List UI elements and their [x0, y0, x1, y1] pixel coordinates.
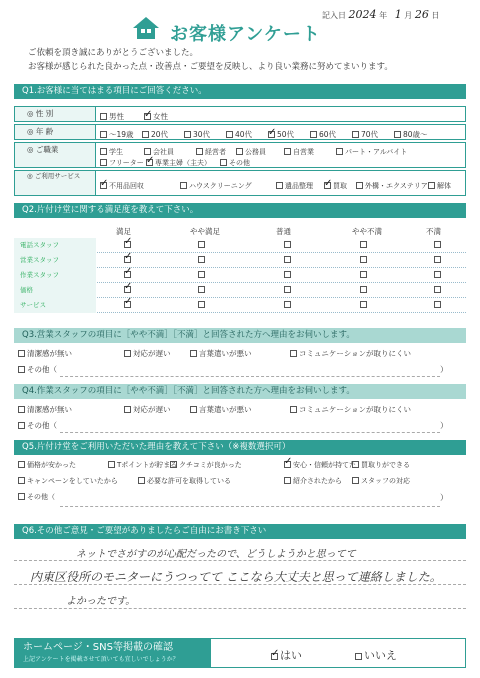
option-label: 紹介されたから [293, 477, 342, 485]
checkbox[interactable] [352, 477, 359, 484]
q1-option[interactable] [100, 128, 134, 142]
rating-checkbox[interactable] [124, 271, 131, 278]
grid-column-header: やや満足 [190, 227, 220, 236]
checkbox[interactable] [352, 131, 359, 138]
q3-header: Q3.営業スタッフの項目に［やや不満］［不満］と回答された方へ理由をお伺いします。 [14, 328, 466, 343]
q1-option[interactable] [276, 179, 313, 193]
rating-checkbox[interactable] [198, 256, 205, 263]
checkbox[interactable] [18, 422, 25, 429]
option-label: キャンペーンをしていたから [27, 477, 118, 485]
option-label: その他（ [27, 365, 57, 374]
option-label: その他（ [27, 421, 57, 430]
reason-option[interactable] [290, 348, 411, 359]
reason-option[interactable] [352, 460, 410, 470]
rating-checkbox[interactable] [284, 241, 291, 248]
option-label: 学生 [109, 148, 123, 156]
checkbox[interactable] [180, 182, 187, 189]
option-label: 経営者 [205, 148, 226, 156]
satisfaction-grid [14, 224, 466, 313]
rating-checkbox[interactable] [360, 301, 367, 308]
grid-row [14, 238, 466, 253]
q1-option[interactable] [226, 128, 252, 142]
rating-checkbox[interactable] [124, 256, 131, 263]
q6-header: Q6.その他ご意見・ご要望がありましたらご自由にお書き下さい [14, 524, 466, 539]
q1-option[interactable] [394, 128, 428, 142]
rating-checkbox[interactable] [198, 271, 205, 278]
reason-option[interactable] [190, 404, 252, 415]
checkbox[interactable] [356, 182, 363, 189]
checkbox[interactable] [100, 131, 107, 138]
checkbox[interactable] [100, 159, 107, 166]
q1-option[interactable] [180, 179, 252, 193]
checkbox[interactable] [18, 406, 25, 413]
option-label: 80歳～ [403, 130, 428, 139]
reason-option[interactable] [18, 364, 57, 375]
q1-option[interactable] [310, 128, 336, 142]
option-label: 言葉遣いが悪い [199, 405, 252, 414]
option-label: 買取 [333, 182, 347, 190]
checkbox[interactable] [190, 406, 197, 413]
no-checkbox[interactable] [355, 653, 362, 660]
option-label: 20代 [151, 130, 169, 139]
reason-option[interactable] [124, 404, 171, 415]
rating-checkbox[interactable] [360, 256, 367, 263]
q1-option[interactable] [356, 179, 428, 193]
other-input-line[interactable] [60, 376, 440, 377]
checkbox[interactable] [18, 493, 25, 500]
q1-option[interactable] [336, 145, 407, 159]
yes-checkbox[interactable] [271, 653, 278, 660]
checkbox[interactable] [268, 131, 275, 138]
q1-option[interactable] [184, 128, 210, 142]
option-label: 男性 [109, 112, 124, 121]
reason-option[interactable] [284, 460, 356, 470]
rating-checkbox[interactable] [124, 301, 131, 308]
checkbox[interactable] [310, 131, 317, 138]
option-label: 必要な許可を取得している [147, 477, 231, 485]
checkbox[interactable] [18, 477, 25, 484]
option-label: その他（ [27, 493, 55, 501]
rating-checkbox[interactable] [124, 241, 131, 248]
grid-column-header: 不満 [426, 227, 441, 236]
grid-row-label: 電話スタッフ [14, 238, 96, 253]
q1-option[interactable] [100, 156, 144, 170]
rating-checkbox[interactable] [434, 286, 441, 293]
option-label: 50代 [277, 130, 295, 139]
option-label: パート・アルバイト [345, 148, 408, 156]
checkbox[interactable] [290, 406, 297, 413]
rating-checkbox[interactable] [198, 241, 205, 248]
grid-row [14, 268, 466, 283]
checkbox[interactable] [352, 461, 359, 468]
checkbox[interactable] [100, 182, 107, 189]
rating-checkbox[interactable] [360, 241, 367, 248]
option-label: 70代 [361, 130, 379, 139]
entry-date: 記入日 2024 年 1 月 26 日 [322, 8, 440, 21]
reason-option[interactable] [352, 476, 410, 486]
option-label: ハウスクリーニング [189, 182, 252, 190]
reason-option[interactable] [190, 348, 252, 359]
q1-row-options [96, 142, 466, 168]
checkbox[interactable] [124, 350, 131, 357]
grid-row-label: サービス [14, 298, 96, 313]
option-label: ～19歳 [109, 130, 134, 139]
rating-checkbox[interactable] [284, 271, 291, 278]
reason-option[interactable] [138, 476, 231, 486]
checkbox[interactable] [236, 148, 243, 155]
option-label: 安心・信頼が持てた [293, 461, 356, 469]
grid-row-label: 営業スタッフ [14, 253, 96, 268]
intro-line-2: お客様が感じられた良かった点・改善点・ご要望を反映し、より良い業務に努めてまいります。 [28, 62, 393, 72]
q1-option[interactable] [268, 128, 294, 142]
rating-checkbox[interactable] [284, 301, 291, 308]
option-label: コミュニケーションが取りにくい [299, 349, 412, 358]
checkbox[interactable] [138, 477, 145, 484]
intro-line-1: ご依頼を頂き誠にありがとうございました。 [28, 48, 199, 58]
option-label: Tポイントが貯まる [117, 461, 178, 469]
checkbox[interactable] [284, 461, 291, 468]
option-label: 言葉遣いが悪い [199, 349, 252, 358]
option-label: 40代 [235, 130, 253, 139]
q1-row-label: ◎ ご職業 [14, 142, 96, 168]
reason-option[interactable] [18, 476, 118, 486]
reason-option[interactable] [18, 420, 57, 431]
option-label: 清潔感が無い [27, 349, 72, 358]
option-label: 60代 [319, 130, 337, 139]
checkbox[interactable] [196, 148, 203, 155]
option-label: 専業主婦（主夫） [155, 159, 211, 167]
option-label: コミュニケーションが取りにくい [299, 405, 412, 414]
reason-option[interactable] [18, 492, 55, 502]
reason-option[interactable] [18, 460, 76, 470]
rating-checkbox[interactable] [434, 241, 441, 248]
option-label: 会社員 [153, 148, 174, 156]
option-label: 買取りができる [361, 461, 410, 469]
q1-header: Q1.お客様に当てはまる項目にご回答ください。 [14, 84, 466, 99]
grid-row [14, 298, 466, 313]
q1-row-label: ◎ 年 齢 [14, 124, 96, 140]
rating-checkbox[interactable] [434, 256, 441, 263]
q1-row-options [96, 106, 466, 122]
checkbox[interactable] [276, 182, 283, 189]
option-label: 30代 [193, 130, 211, 139]
consent-title: ホームページ・SNS等掲載の確認 [23, 642, 173, 653]
house-icon [132, 16, 160, 40]
option-label: 遺品整理 [285, 182, 313, 190]
other-close-paren: ） [440, 493, 448, 502]
option-label: 解体 [437, 182, 451, 190]
consent-subtitle: 上記アンケートを掲載させて頂いても宜しいでしょうか？ [23, 656, 179, 663]
option-label: 対応が遅い [133, 405, 171, 414]
other-input-line[interactable] [60, 506, 440, 507]
option-label: フリーター [109, 159, 144, 167]
reason-option[interactable] [290, 404, 411, 415]
q5-header: Q5.片付け堂をご利用いただいた理由を教えて下さい（※複数選択可） [14, 440, 466, 455]
checkbox[interactable] [18, 350, 25, 357]
grid-column-header: 満足 [116, 227, 131, 236]
checkbox[interactable] [226, 131, 233, 138]
checkbox[interactable] [284, 148, 291, 155]
checkbox[interactable] [100, 148, 107, 155]
option-label: クチコミが良かった [179, 461, 242, 469]
checkbox[interactable] [100, 113, 107, 120]
q2-header: Q2.片付け堂に関する満足度を教えて下さい。 [14, 203, 466, 218]
q1-option[interactable] [284, 145, 314, 159]
comment-line-1: ネットでさがすのが心配だったので、どうしようかと思ってて [76, 549, 356, 560]
page-title: お客様アンケート [170, 24, 321, 45]
checkbox[interactable] [290, 350, 297, 357]
grid-row-label: 価格 [14, 283, 96, 298]
checkbox[interactable] [146, 159, 153, 166]
rating-checkbox[interactable] [284, 286, 291, 293]
grid-column-header: やや不満 [352, 227, 382, 236]
checkbox[interactable] [108, 461, 115, 468]
q1-option[interactable] [428, 179, 451, 193]
q4-header: Q4.作業スタッフの項目に［やや不満］［不満］と回答された方へ理由をお伺いします。 [14, 384, 466, 399]
option-label: 価格が安かった [27, 461, 76, 469]
q1-option[interactable] [100, 110, 124, 124]
checkbox[interactable] [18, 366, 25, 373]
checkbox[interactable] [284, 477, 291, 484]
option-label: 自営業 [293, 148, 314, 156]
q1-option[interactable] [146, 156, 211, 170]
checkbox[interactable] [220, 159, 227, 166]
rating-checkbox[interactable] [284, 256, 291, 263]
checkbox[interactable] [142, 131, 149, 138]
other-input-line[interactable] [60, 432, 440, 433]
option-label: 外構・エクステリア [365, 182, 428, 190]
checkbox[interactable] [124, 406, 131, 413]
grid-column-header: 普通 [276, 227, 291, 236]
comment-line-2: 内東区役所のモニターにうつってて ここなら大丈夫と思って連絡しました。 [30, 570, 442, 584]
q1-row-label: ◎ 性 別 [14, 106, 96, 122]
option-label: 清潔感が無い [27, 405, 72, 414]
rating-checkbox[interactable] [360, 271, 367, 278]
rating-checkbox[interactable] [360, 286, 367, 293]
grid-row-label: 作業スタッフ [14, 268, 96, 283]
rating-checkbox[interactable] [198, 286, 205, 293]
reason-option[interactable] [124, 348, 171, 359]
grid-row [14, 253, 466, 268]
rating-checkbox[interactable] [124, 286, 131, 293]
publish-consent [14, 638, 466, 668]
option-label: 対応が遅い [133, 349, 171, 358]
q1-row-options [96, 170, 466, 196]
checkbox[interactable] [394, 131, 401, 138]
option-label: 女性 [153, 112, 168, 121]
option-label: 公務員 [245, 148, 266, 156]
checkbox[interactable] [336, 148, 343, 155]
q1-option[interactable] [352, 128, 378, 142]
checkbox[interactable] [170, 461, 177, 468]
consent-yes[interactable]: ✓ はい [271, 647, 302, 663]
reason-option[interactable] [18, 404, 72, 415]
other-close-paren: ） [440, 365, 448, 374]
option-label: 不用品回収 [109, 182, 144, 190]
consent-no[interactable]: いいえ [355, 647, 397, 663]
q1-option[interactable] [220, 156, 250, 170]
reason-option[interactable] [170, 460, 242, 470]
checkbox[interactable] [428, 182, 435, 189]
comment-line-3: よかったです。 [66, 596, 136, 607]
reason-option[interactable] [284, 476, 342, 486]
checkbox[interactable] [18, 461, 25, 468]
option-label: その他 [229, 159, 250, 167]
checkbox[interactable] [184, 131, 191, 138]
q1-row-label: ◎ ご利用サービス [14, 170, 96, 196]
q1-option[interactable] [100, 179, 144, 193]
reason-option[interactable] [18, 348, 72, 359]
reason-option[interactable] [108, 460, 177, 470]
q1-option[interactable] [142, 128, 168, 142]
checkbox[interactable] [190, 350, 197, 357]
checkbox[interactable] [324, 182, 331, 189]
q1-row-options [96, 124, 466, 140]
other-close-paren: ） [440, 421, 448, 430]
checkbox[interactable] [144, 113, 151, 120]
rating-checkbox[interactable] [434, 301, 441, 308]
option-label: スタッフの対応 [361, 477, 410, 485]
q1-option[interactable] [144, 110, 168, 124]
rating-checkbox[interactable] [434, 271, 441, 278]
rating-checkbox[interactable] [198, 301, 205, 308]
grid-row [14, 283, 466, 298]
q1-option[interactable] [324, 179, 347, 193]
